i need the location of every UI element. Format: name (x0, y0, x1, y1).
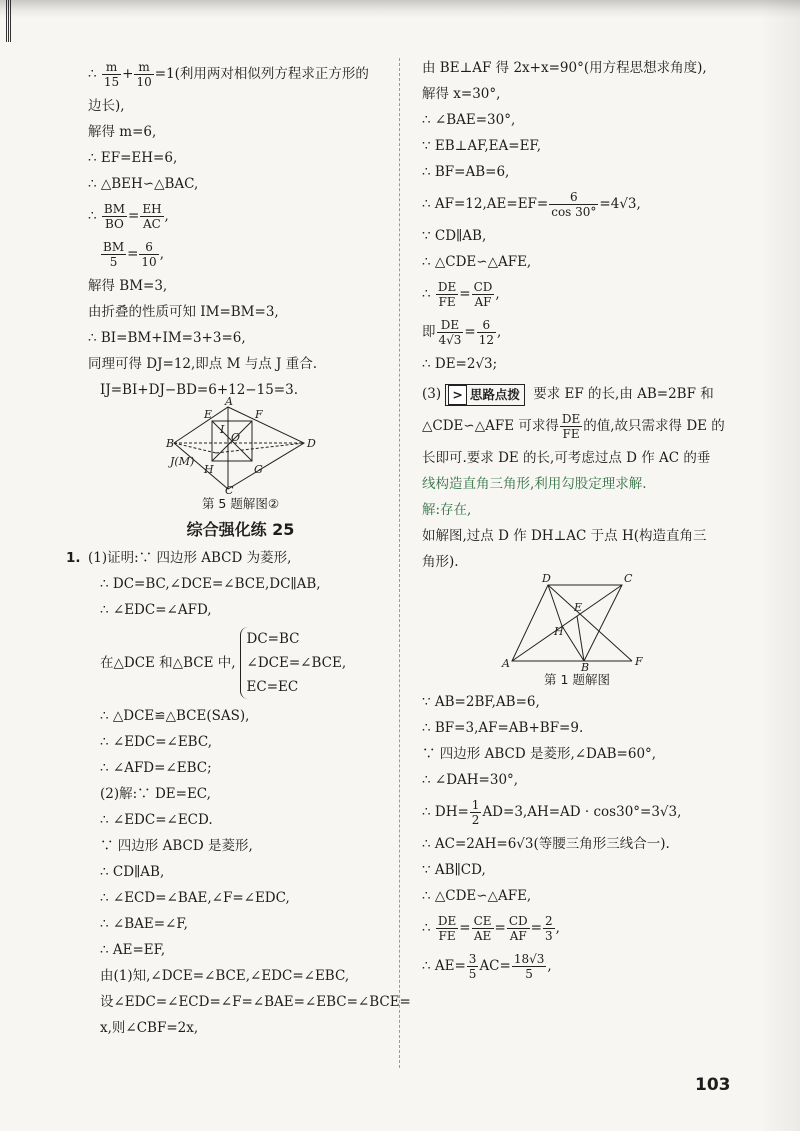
text-line: 解得 BM=3, (88, 278, 168, 294)
denominator: 5 (468, 967, 477, 981)
equals-sign: = (494, 920, 506, 936)
text-line: 解得 m=6, (88, 124, 157, 140)
fraction (437, 318, 464, 347)
question-number: 1. (66, 550, 81, 566)
text: , (497, 324, 502, 340)
numerator: CD (508, 914, 528, 928)
denominator: 10 (136, 75, 152, 89)
figure-segment (562, 626, 584, 661)
numerator: m (102, 60, 121, 75)
numerator: 2 (544, 914, 553, 928)
geometry-figure-rhombus-square (165, 395, 316, 497)
equals-sign: = (459, 286, 471, 302)
text-line: ∴ ∠EDC=∠AFD, (100, 602, 212, 618)
text-line (66, 545, 393, 571)
text-line: 边长), (88, 98, 125, 114)
scan-edge-top (0, 0, 800, 18)
chevron-right-icon: > (448, 385, 466, 405)
fraction (549, 190, 598, 219)
numerator: BM (103, 240, 125, 254)
text: , (164, 208, 169, 224)
text-line: 长即可.要求 DE 的长,可考虑过点 D 作 AC 的垂 (422, 450, 711, 466)
text-line: ∴ DC=BC,∠DCE=∠BCE,DC∥AB, (100, 576, 321, 592)
text-line: ∴ AE=EF, (100, 942, 166, 958)
denominator: 10 (141, 255, 157, 269)
figure-segment (512, 585, 622, 661)
fraction (560, 412, 582, 441)
figure-label: J(M) (169, 455, 194, 468)
text-line: 由 BE⊥AF 得 2x+x=90°(用方程思想求角度), (422, 60, 707, 76)
numerator: EH (142, 202, 162, 216)
fraction (101, 240, 126, 269)
denominator: FE (562, 427, 580, 441)
brace-system (240, 627, 347, 699)
column-divider (399, 58, 401, 1068)
text-line: ∴ △BEH∽△BAC, (88, 176, 199, 192)
text-line: (2)解:∵ DE=EC, (100, 786, 211, 802)
denominator: 12 (478, 333, 495, 347)
figure-label: E (203, 408, 212, 421)
numerator: 6 (477, 318, 496, 333)
figure-caption: 第 1 题解图 (544, 672, 610, 687)
text: △CDE∽△AFE 可求得 (422, 418, 559, 434)
text-line: 由(1)知,∠DCE=∠BCE,∠EDC=∠EBC, (100, 968, 350, 984)
figure-label: F (254, 408, 263, 421)
text-line: ∴ △DCE≌△BCE(SAS), (100, 708, 250, 724)
denominator: AF (509, 929, 527, 943)
text-line: ∵ EB⊥AF,EA=EF, (422, 138, 541, 154)
fraction (436, 280, 458, 309)
hint-line (422, 381, 732, 407)
fraction (512, 952, 547, 981)
text-line: 设∠EDC=∠ECD=∠F=∠BAE=∠EBC=∠BCE= (100, 994, 411, 1010)
equals-sign: = (127, 246, 139, 262)
equals-sign: = (464, 324, 476, 340)
plus-sign: + (122, 66, 134, 82)
equation-line (422, 185, 732, 223)
equation-line (422, 313, 732, 351)
numerator: 3 (468, 952, 477, 966)
text: ∴ DH= (422, 804, 469, 820)
fraction (470, 798, 482, 827)
figure-label: B (581, 661, 590, 674)
geometry-figure-rhombus (502, 572, 652, 674)
left-column (66, 55, 411, 1041)
equation-line (88, 235, 393, 273)
text-line: 线构造直角三角形,利用勾股定理求解. (422, 476, 647, 492)
text-line: ∴ EF=EH=6, (88, 150, 178, 166)
text: , (495, 286, 500, 302)
therefore-sign: ∴ (422, 920, 431, 936)
fraction (472, 914, 494, 943)
denominator: cos 30° (551, 205, 597, 219)
fraction (543, 914, 555, 943)
hint-label: 思路点拨 (469, 386, 520, 402)
fraction (102, 60, 121, 89)
numerator: 1 (471, 798, 480, 812)
page-shadow (760, 0, 800, 1131)
therefore-sign: ∴ (422, 286, 431, 302)
equation-line (422, 275, 732, 313)
text: 即 (422, 324, 436, 340)
text: AC= (479, 958, 511, 974)
denominator: FE (438, 929, 456, 943)
brace-row: ∠DCE=∠BCE, (246, 655, 347, 671)
text: 在△DCE 和△BCE 中, (100, 655, 236, 671)
numerator: CD (473, 280, 493, 294)
text-line: ∴ CD∥AB, (100, 864, 165, 880)
text-line: ∴ BF=AB=6, (422, 164, 510, 180)
numerator: DE (437, 280, 457, 294)
denominator: 3 (544, 929, 553, 943)
numerator: CE (473, 914, 492, 928)
numerator: 18√3 (513, 952, 545, 966)
text-line: ∵ AB∥CD, (422, 862, 486, 878)
text-line: ∵ CD∥AB, (422, 228, 487, 244)
denominator: 5 (525, 967, 533, 981)
section-title: 综合强化练 25 (186, 520, 295, 539)
fraction (472, 280, 495, 309)
figure-label: A (224, 395, 233, 408)
text-line: ∴ DE=2√3; (422, 356, 498, 372)
text: =4√3, (599, 196, 641, 212)
figure-label: G (253, 463, 263, 476)
figure-label: H (203, 463, 214, 476)
equation-line (88, 55, 393, 93)
text-line: ∴ △CDE∽△AFE, (422, 888, 532, 904)
denominator: 4√3 (438, 333, 462, 347)
equation-line (88, 197, 393, 235)
text-line: ∵ 四边形 ABCD 是菱形,∠DAB=60°, (422, 746, 657, 762)
figure-caption: 第 5 题解图② (201, 496, 280, 511)
equation-line (422, 407, 732, 445)
figure-segment (577, 616, 584, 661)
figure-label: E (574, 601, 583, 614)
text: , (547, 958, 552, 974)
text-line: ∵ AB=2BF,AB=6, (422, 694, 540, 710)
figure-label: O (230, 431, 240, 444)
denominator: BO (105, 217, 124, 231)
text-line: 解得 x=30°, (422, 86, 501, 102)
text-line: 角形). (422, 554, 459, 570)
text-line: ∵ 四边形 ABCD 是菱形, (100, 838, 253, 854)
figure-label: I (219, 423, 224, 436)
numerator: m (134, 60, 153, 75)
numerator: 6 (549, 190, 598, 205)
text-line: ∴ ∠DAH=30°, (422, 772, 519, 788)
denominator: 2 (471, 813, 480, 827)
equals-sign: = (128, 208, 140, 224)
numerator: DE (437, 914, 457, 928)
text-line: ∴ ∠ECD=∠BAE,∠F=∠EDC, (100, 890, 290, 906)
denominator: AC (143, 217, 161, 231)
text-line: ∴ BF=3,AF=AB+BF=9. (422, 720, 584, 736)
fraction (507, 914, 530, 943)
binding-mark (6, 0, 12, 42)
denominator: AE (473, 929, 492, 943)
text: =1(利用两对相似列方程求正方形的 (154, 66, 369, 82)
brace-row: EC=EC (246, 679, 299, 695)
text-line: 由折叠的性质可知 IM=BM=3, (88, 304, 279, 320)
therefore-sign: ∴ (88, 66, 101, 82)
text: ∴ AF=12,AE=EF= (422, 196, 549, 212)
fraction (467, 952, 479, 981)
numerator: 6 (139, 240, 158, 255)
denominator: FE (438, 295, 456, 309)
numerator: DE (437, 318, 464, 333)
equals-sign: = (459, 920, 471, 936)
fraction (477, 318, 496, 347)
figure-label: F (635, 655, 643, 668)
therefore-sign: ∴ (88, 208, 97, 224)
fraction (102, 202, 127, 231)
text: , (159, 246, 164, 262)
text: AD=3,AH=AD · cos30°=3√3, (482, 804, 682, 820)
denominator: 5 (109, 255, 118, 269)
figure-label: B (165, 437, 174, 450)
figure-label: C (224, 484, 233, 497)
text: (1)证明:∵ 四边形 ABCD 为菱形, (88, 550, 292, 566)
text-line: 解:存在, (422, 502, 472, 518)
text: ∴ AE= (422, 958, 466, 974)
hint-badge (445, 384, 525, 406)
brace-wrap (100, 627, 346, 699)
denominator: 15 (103, 75, 120, 89)
text-line: ∴ △CDE∽△AFE, (422, 254, 532, 270)
page-number: 103 (695, 1075, 731, 1095)
fraction (134, 60, 153, 89)
text-line: ∴ ∠BAE=∠F, (100, 916, 188, 932)
text: (3) (422, 386, 442, 402)
equals-sign: = (530, 920, 542, 936)
text-line: ∴ AC=2AH=6√3(等腰三角形三线合一). (422, 836, 670, 852)
text: 的值,故只需求得 DE 的 (583, 418, 725, 434)
text-line: IJ=BI+DJ−BD=6+12−15=3. (100, 382, 298, 398)
text-line: x,则∠CBF=2x, (100, 1020, 199, 1036)
figure-label: H (554, 625, 564, 638)
brace-row: DC=BC (246, 631, 300, 647)
numerator: DE (561, 412, 581, 426)
right-column (422, 55, 732, 985)
equation-line (422, 909, 732, 947)
text: , (555, 920, 560, 936)
fraction (139, 240, 158, 269)
text-line: ∴ ∠EDC=∠ECD. (100, 812, 213, 828)
text-line: 如解图,过点 D 作 DH⊥AC 于点 H(构造直角三 (422, 528, 707, 544)
equation-line (422, 947, 732, 985)
text: 要求 EF 的长,由 AB=2BF 和 (533, 386, 714, 402)
figure-label: C (624, 572, 633, 585)
numerator: BM (103, 202, 125, 216)
denominator: AF (474, 295, 492, 309)
fraction (140, 202, 163, 231)
fraction (436, 914, 458, 943)
text-line: ∴ BI=BM+IM=3+3=6, (88, 330, 246, 346)
text-line: ∴ ∠AFD=∠EBC; (100, 760, 212, 776)
text-line: ∴ ∠EDC=∠EBC, (100, 734, 212, 750)
text-line: ∴ ∠BAE=30°, (422, 112, 516, 128)
figure-label: D (542, 572, 551, 585)
text-line: 同理可得 DJ=12,即点 M 与点 J 重合. (88, 356, 317, 372)
figure-label: A (502, 657, 510, 670)
figure-label: D (306, 437, 316, 450)
equation-line (422, 793, 732, 831)
brace-system-line (88, 627, 393, 699)
